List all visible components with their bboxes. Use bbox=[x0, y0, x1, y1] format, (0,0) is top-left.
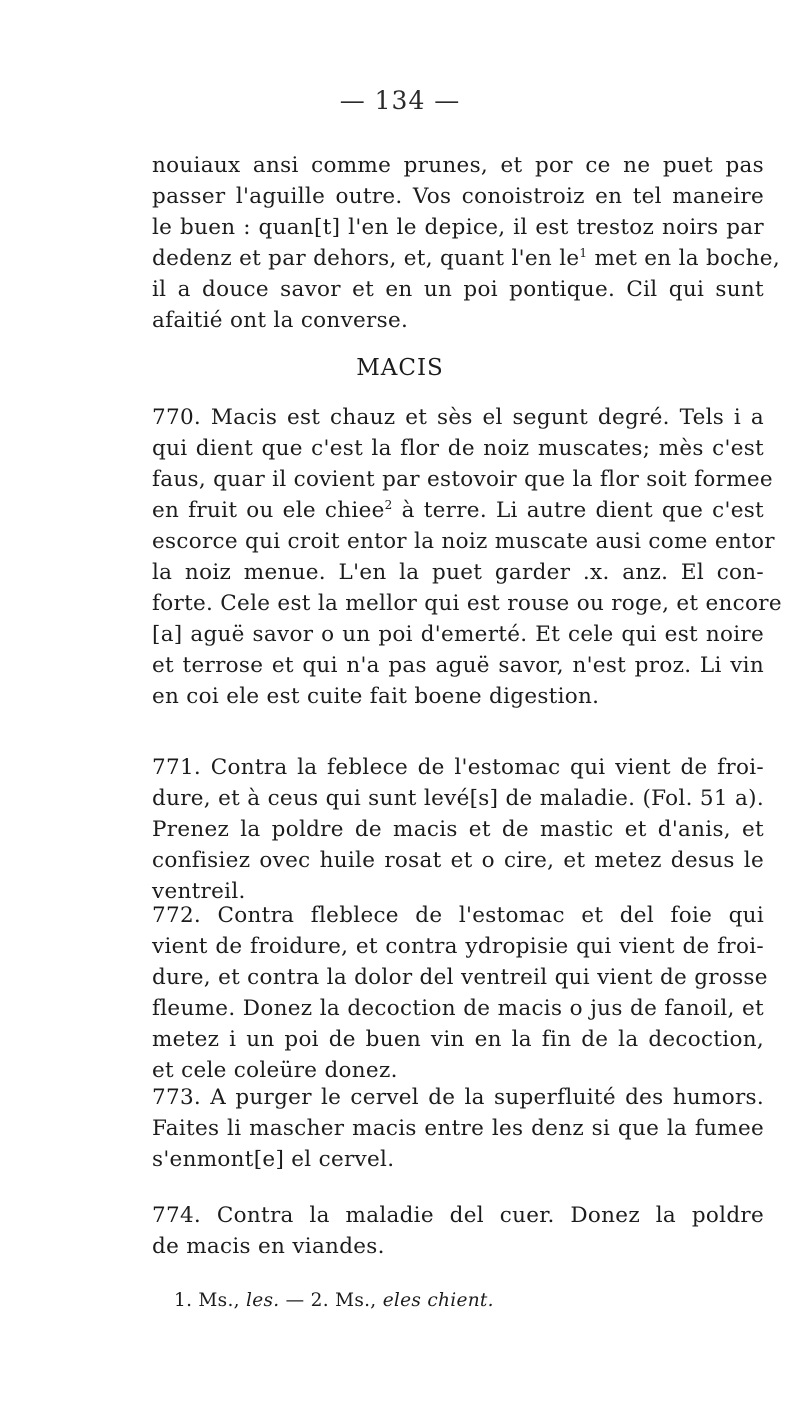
paragraph-773 bbox=[152, 1082, 764, 1175]
text-line: 771. Contra la feblece de l'estomac qui vient de froi- bbox=[152, 755, 764, 780]
text-line: metez i un poi de buen vin en la fin de la decoction, bbox=[152, 1027, 764, 1052]
text-line: le buen : quan[t] l'en le depice, il est trestoz noirs par bbox=[152, 215, 764, 240]
text-line: et terrose et qui n'a pas aguë savor, n'est proz. Li vin bbox=[152, 653, 764, 678]
paragraph-772 bbox=[152, 900, 768, 1086]
text-fragment: à terre. Li autre dient que c'est bbox=[392, 498, 764, 523]
text-line: escorce qui croit entor la noiz muscate ausi come entor bbox=[152, 529, 775, 554]
footnote-2-label: 2. Ms., bbox=[310, 1290, 377, 1311]
footnote-ref-1: 1 bbox=[579, 245, 588, 260]
text-line: fleume. Donez la decoction de macis o jus de fanoil, et bbox=[152, 996, 764, 1021]
text-fragment: met en la boche, bbox=[587, 246, 780, 271]
text-line: la noiz menue. L'en la puet garder .x. anz. El con- bbox=[152, 560, 764, 585]
text-line: dure, et contra la dolor del ventreil qui vient de grosse bbox=[152, 965, 768, 990]
intro-paragraph bbox=[152, 150, 780, 336]
text-line: vient de froidure, et contra ydropisie qui vient de froi- bbox=[152, 934, 764, 959]
footnote-ref-2: 2 bbox=[384, 497, 393, 512]
footnote-separator: — bbox=[279, 1290, 311, 1311]
section-heading: MACIS bbox=[356, 355, 444, 381]
page-number: — 134 — bbox=[339, 86, 461, 115]
text-line: il a douce savor et en un poi pontique. Cil qui sunt bbox=[152, 277, 764, 302]
text-line: dure, et à ceus qui sunt levé[s] de maladie. (Fol. 51 a). bbox=[152, 786, 764, 811]
text-line: 770. Macis est chauz et sès el segunt degré. Tels i a bbox=[152, 405, 764, 430]
paragraph-774 bbox=[152, 1200, 764, 1262]
text-fragment: dedenz et par dehors, et, quant l'en le bbox=[152, 246, 580, 271]
text-line: en coi ele est cuite fait boene digestion. bbox=[152, 684, 600, 709]
text-line: ventreil. bbox=[152, 879, 246, 904]
paragraph-770 bbox=[152, 402, 782, 712]
text-line: faus, quar il covient par estovoir que la flor soit formee bbox=[152, 467, 773, 492]
footnote-1-text: les. bbox=[246, 1290, 280, 1311]
text-line: afaitié ont la converse. bbox=[152, 308, 409, 333]
text-line: 774. Contra la maladie del cuer. Donez la poldre bbox=[152, 1203, 764, 1228]
text-line: forte. Cele est la mellor qui est rouse ou roge, et encore bbox=[152, 591, 782, 616]
paragraph-771 bbox=[152, 752, 764, 907]
footnote-2-text: eles chient. bbox=[382, 1290, 494, 1311]
text-line: et cele coleüre donez. bbox=[152, 1058, 398, 1083]
text-fragment: en fruit ou ele chiee bbox=[152, 498, 385, 523]
text-line: 773. A purger le cervel de la superfluité des humors. bbox=[152, 1085, 764, 1110]
text-line: s'enmont[e] el cervel. bbox=[152, 1147, 395, 1172]
text-line: 772. Contra fleblece de l'estomac et del foie qui bbox=[152, 903, 764, 928]
text-line: confisiez ovec huile rosat et o cire, et metez desus le bbox=[152, 848, 764, 873]
footnote-1-label: 1. Ms., bbox=[174, 1290, 240, 1311]
text-line: [a] aguë savor o un poi d'emerté. Et cele qui est noire bbox=[152, 622, 764, 647]
text-line: Faites li mascher macis entre les denz si que la fumee bbox=[152, 1116, 764, 1141]
text-line bbox=[152, 243, 780, 274]
text-line: passer l'aguille outre. Vos conoistroiz en tel maneire bbox=[152, 184, 764, 209]
text-line: Prenez la poldre de macis et de mastic et d'anis, et bbox=[152, 817, 764, 842]
text-line bbox=[152, 495, 764, 526]
text-line: qui dient que c'est la flor de noiz muscates; mès c'est bbox=[152, 436, 764, 461]
footnotes bbox=[174, 1290, 494, 1311]
text-line: nouiaux ansi comme prunes, et por ce ne puet pas bbox=[152, 153, 764, 178]
text-line: de macis en viandes. bbox=[152, 1234, 385, 1259]
